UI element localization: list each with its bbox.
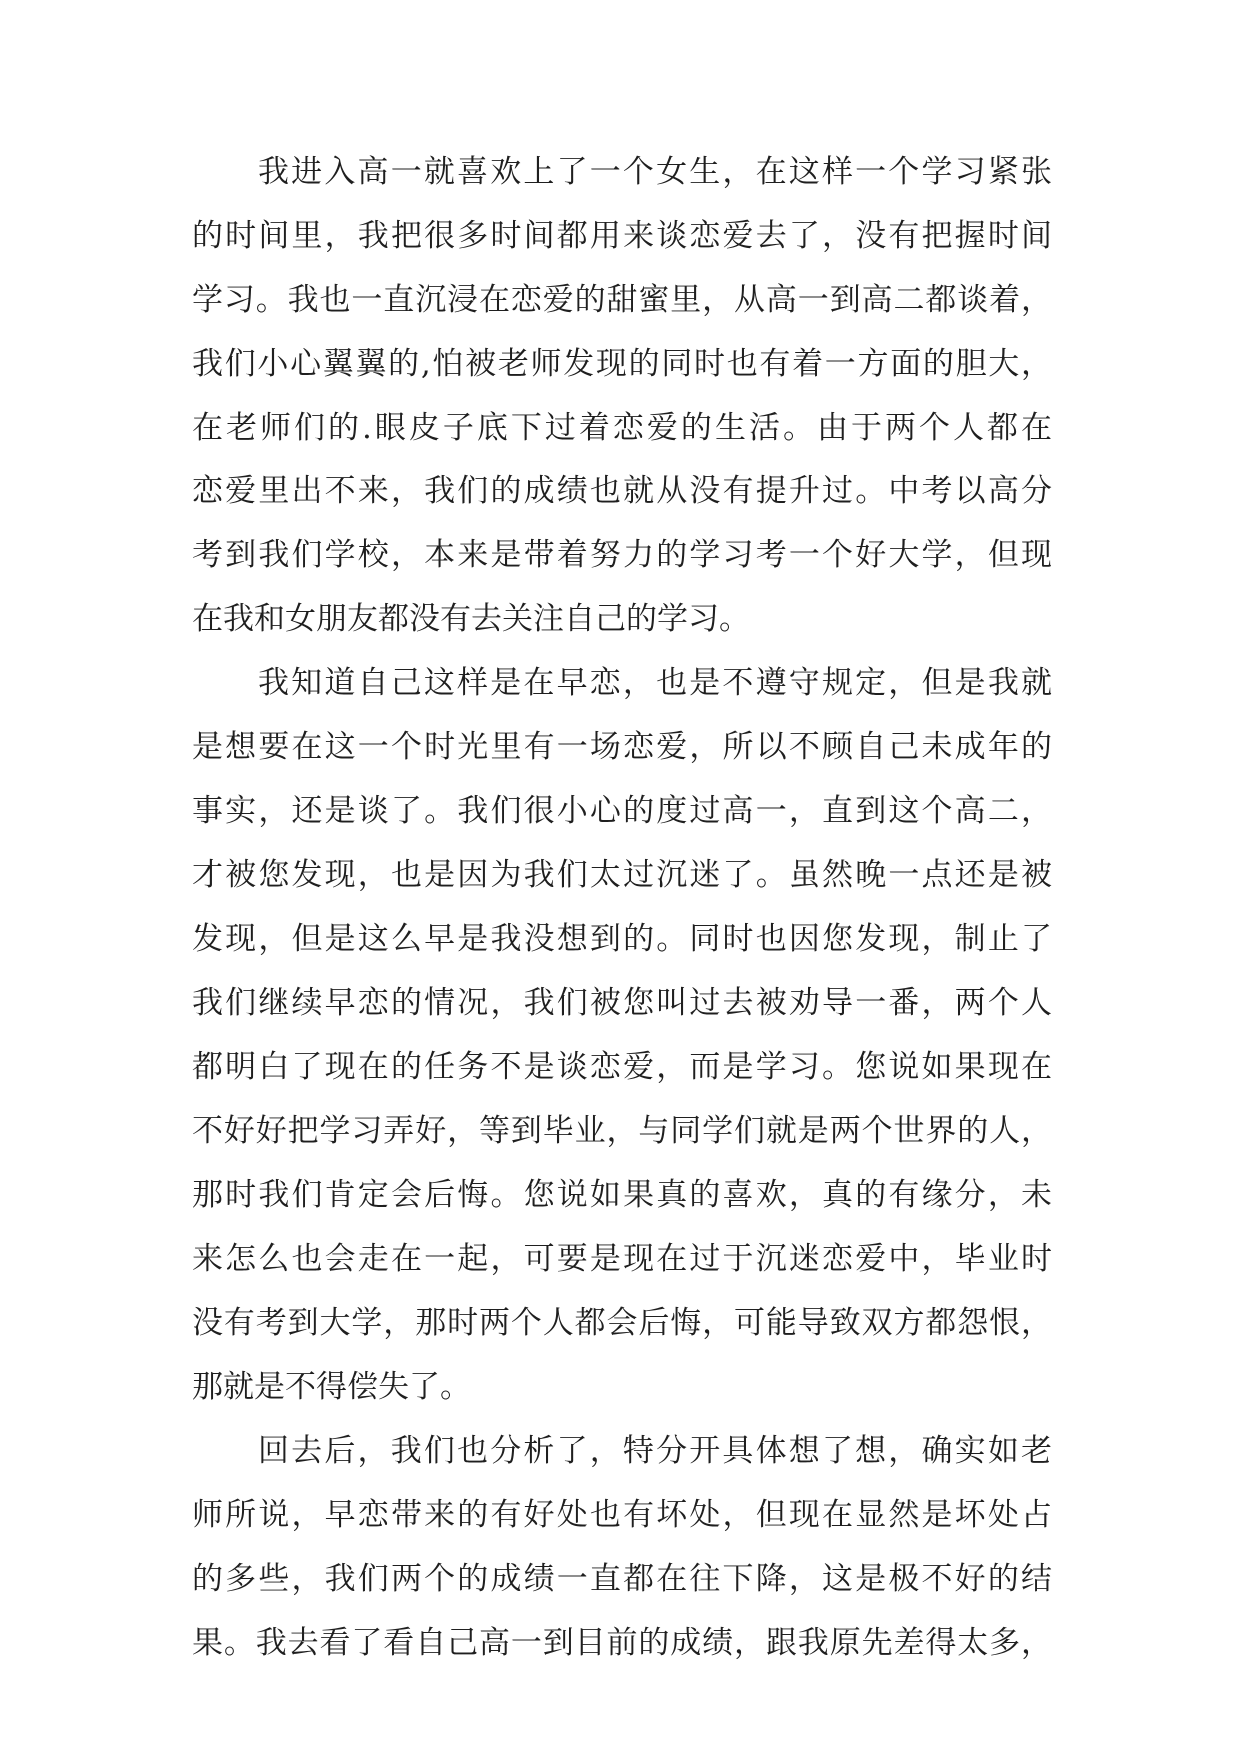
text-line: 来怎么也会走在一起，可要是现在过于沉迷恋爱中，毕业时	[192, 1241, 1052, 1277]
text-line: 回去后，我们也分析了，特分开具体想了想，确实如老	[258, 1433, 1052, 1469]
text-line: 学习。我也一直沉浸在恋爱的甜蜜里，从高一到高二都谈着，	[192, 282, 1052, 318]
text-line: 的时间里，我把很多时间都用来谈恋爱去了，没有把握时间	[192, 218, 1052, 254]
text-line: 事实，还是谈了。我们很小心的度过高一，直到这个高二，	[192, 793, 1052, 829]
text-line: 才被您发现，也是因为我们太过沉迷了。虽然晚一点还是被	[192, 857, 1052, 893]
text-line: 没有考到大学，那时两个人都会后悔，可能导致双方都怨恨，	[192, 1305, 1052, 1341]
text-line: 不好好把学习弄好，等到毕业，与同学们就是两个世界的人，	[192, 1113, 1052, 1149]
text-line: 在老师们的.眼皮子底下过着恋爱的生活。由于两个人都在	[192, 410, 1052, 446]
text-line: 的多些，我们两个的成绩一直都在往下降，这是极不好的结	[192, 1561, 1052, 1597]
text-line: 是想要在这一个时光里有一场恋爱，所以不顾自己未成年的	[192, 729, 1052, 765]
text-line: 那时我们肯定会后悔。您说如果真的喜欢，真的有缘分，未	[192, 1177, 1052, 1213]
text-line: 我进入高一就喜欢上了一个女生，在这样一个学习紧张	[258, 154, 1052, 190]
text-line: 我们继续早恋的情况，我们被您叫过去被劝导一番，两个人	[192, 985, 1052, 1021]
text-line: 我们小心翼翼的,怕被老师发现的同时也有着一方面的胆大，	[192, 346, 1052, 382]
text-line: 都明白了现在的任务不是谈恋爱，而是学习。您说如果现在	[192, 1049, 1052, 1085]
text-line: 发现，但是这么早是我没想到的。同时也因您发现，制止了	[192, 921, 1052, 957]
text-line: 我知道自己这样是在早恋，也是不遵守规定，但是我就	[258, 665, 1052, 701]
text-line: 果。我去看了看自己高一到目前的成绩，跟我原先差得太多，	[192, 1625, 1052, 1661]
text-line: 师所说，早恋带来的有好处也有坏处，但现在显然是坏处占	[192, 1497, 1052, 1533]
text-line: 恋爱里出不来，我们的成绩也就从没有提升过。中考以高分	[192, 473, 1052, 509]
text-line: 那就是不得偿失了。	[192, 1369, 471, 1405]
text-line: 在我和女朋友都没有去关注自己的学习。	[192, 601, 750, 637]
text-line: 考到我们学校，本来是带着努力的学习考一个好大学，但现	[192, 537, 1052, 573]
